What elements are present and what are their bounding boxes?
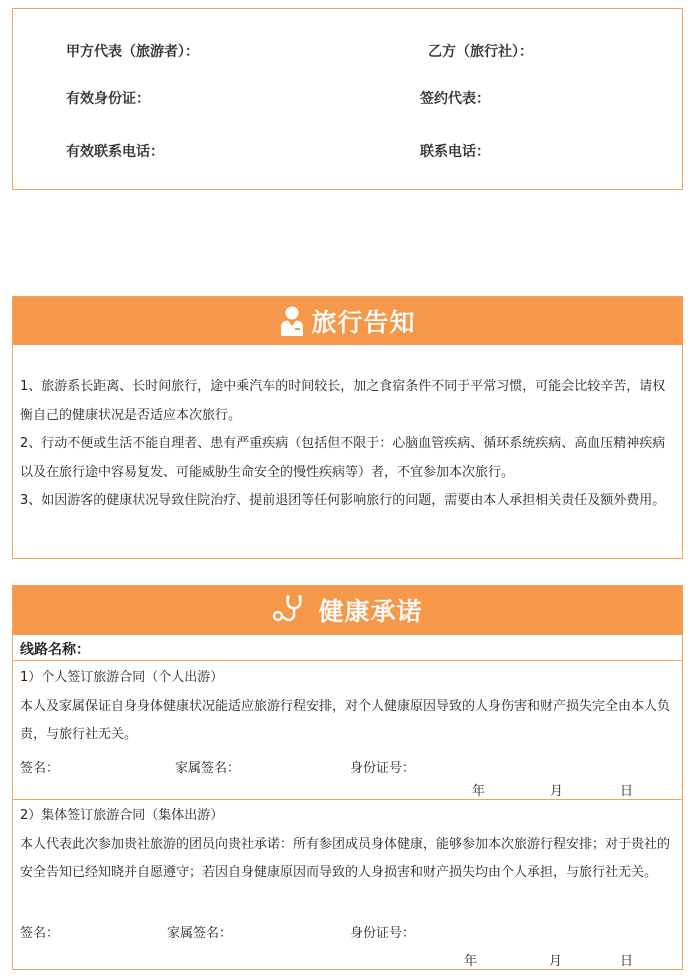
travel-notice-title: 旅行告知: [311, 308, 416, 337]
health-promise-section: [12, 585, 683, 970]
route-row: [13, 634, 682, 660]
id-card-label: 有效身份证：: [66, 91, 150, 107]
notice-item: 1、旅游系长距离、长时间旅行，途中乘汽车的时间较长，加之食宿条件不同于平常习惯，可能会比较辛苦，请权衡自己的健康状况是否适应本次旅行。: [20, 379, 666, 423]
individual-year-label: 年: [472, 784, 486, 799]
individual-text: 本人及家属保证自身身体健康状况能适应旅游行程安排，对个人健康原因导致的人身伤害和财产损失完全由本人负责，与旅行社无关。: [20, 698, 671, 742]
phone-a-label: 有效联系电话：: [66, 144, 164, 160]
travel-notice-section: [12, 296, 683, 559]
party-a-rep-label: 甲方代表（旅游者）：: [66, 44, 199, 60]
individual-id-label: 身份证号：: [350, 761, 416, 776]
individual-day-label: 日: [620, 784, 634, 799]
notice-item: 2、行动不便或生活不能自理者、患有严重疾病（包括但不限于：心脑血管疾病、循环系统疾病、高血压精神疾病以及在旅行途中容易复发、可能威胁生命安全的慢性疾病等）者，不宜参加本次旅行。: [20, 436, 666, 480]
health-promise-banner: [13, 586, 682, 634]
party-b-label: 乙方（旅行社）：: [428, 44, 533, 60]
phone-b-label: 联系电话：: [420, 144, 490, 160]
sign-rep-label: 签约代表：: [420, 91, 490, 107]
group-month-label: 月: [549, 954, 563, 969]
group-contract-row: [13, 799, 682, 969]
group-day-label: 日: [620, 954, 634, 969]
notice-item: 3、如因游客的健康状况导致住院治疗、提前退团等任何影响旅行的问题，需要由本人承担相关责任及额外费用。: [20, 493, 666, 508]
group-text: 本人代表此次参加贵社旅游的团员向贵社承诺：所有参团成员身体健康，能够参加本次旅游行程安排；对于贵社的安全告知已经知晓并自愿遵守；若因自身健康原因而导致的人身损害和财产损失均由个人承担，与旅行社无关。: [20, 836, 671, 880]
route-label: 线路名称：: [20, 642, 90, 658]
group-sign-label: 签名：: [20, 926, 60, 941]
stethoscope-icon: [272, 594, 312, 626]
signature-panel: [12, 8, 683, 190]
individual-sign-label: 签名：: [20, 761, 60, 776]
individual-heading: 1）个人签订旅游合同（个人出游）: [20, 670, 224, 685]
travel-notice-banner: [13, 297, 682, 345]
individual-family-sign-label: 家属签名：: [175, 761, 241, 776]
doctor-person-icon: [279, 305, 305, 337]
individual-contract-row: [13, 660, 682, 799]
group-family-sign-label: 家属签名：: [167, 926, 233, 941]
group-contract-block: [20, 802, 676, 888]
individual-contract-block: [20, 664, 676, 750]
health-promise-title: 健康承诺: [318, 597, 423, 626]
individual-month-label: 月: [550, 784, 564, 799]
group-id-label: 身份证号：: [350, 926, 416, 941]
group-heading: 2）集体签订旅游合同（集体出游）: [20, 808, 224, 823]
group-year-label: 年: [464, 954, 478, 969]
travel-notice-body: [20, 373, 676, 516]
